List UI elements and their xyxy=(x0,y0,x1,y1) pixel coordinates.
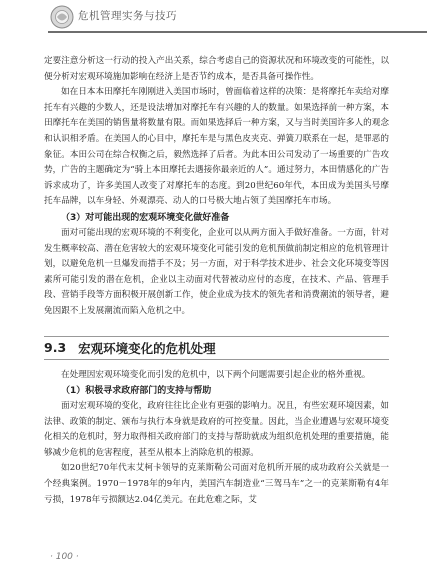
subheading-government: （1）积极寻求政府部门的支持与帮助 xyxy=(61,386,212,397)
paragraph-government: 面对宏观环境的变化，政府往往比企业有更强的影响力。况且，有些宏观环境因素，如法律、政策的制定、颁布与执行本身就是政府的可控变量。因此，当企业遭遇与宏观环境变化相关的危机时，努力取得相关政府部门的支持与帮助就成为组织危机处理的重要措施，能够减少危机的危害程度，甚至从根本上消除危机的根源。 xyxy=(44,401,389,458)
paragraph-honda-example: 如在日本本田摩托车刚刚进入美国市场时，曾面临着这样的决策：是将摩托车卖给对摩托车有兴趣的少数人，还是设法增加对摩托车有兴趣的人的数量。如果选择前一种方案，本田摩托车在美国的销售量将数量有限。而如果选择后一种方案，又与当时美国许多人的观念和认识相矛盾。在美国人的心目中，摩托车是与黑色皮夹克、弹簧刀联系在一起，是罪恶的象征。本田公司在综合权衡之后，毅然选择了后者。为此本田公司发动了一场重要的广告攻势，广告的主题确定为“骑上本田摩托去遇接你最亲近的人”。通过努力，本田情感化的广告诉求成功了，许多美国人改变了对摩托车的态度。到20世纪60年代，本田成为美国头号摩托车品牌，以车身轻、外观漂亮、动人的口号极大地占领了美国摩托车市场。 xyxy=(44,87,389,207)
subheading-prepare: （3）对可能出现的宏观环境变化做好准备 xyxy=(61,212,230,223)
section-heading xyxy=(44,336,389,360)
paragraph-section-intro: 在处理因宏观环境变化而引发的危机中，以下两个问题需要引起企业的格外重视。 xyxy=(61,369,371,380)
paragraph-prepare: 面对可能出现的宏观环境的不利变化，企业可以从两方面入手做好准备。一方面，针对发生概率较高、潜在危害较大的宏观环境变化可能引发的危机预做前制定相应的危机管理计划，以避免危机一旦爆发而措手不及；另一方面，对于科学技术进步、社会文化环境变等因素所可能引发的潜在危机，企业以主动面对代替被动应付的态度，在技术、产品、管理手段、营销手段等方面积极开展创新工作，使企业成为技术的领先者和消费潮流的领导者，避免因跟不上发展潮流而陷入危机之中。 xyxy=(44,227,389,316)
paragraph-continued: 定要注意分析这一行动的投入产出关系，综合考虑自己的资源状况和环境改变的可能性，以便分析对宏观环境施加影响在经济上是否节约成本，是否具备可操作性。 xyxy=(44,56,389,82)
page-number: · 100 · xyxy=(50,552,79,562)
paragraph-chrysler-example: 如20世纪70年代末艾柯卡领导的克莱斯勒公司面对危机所开展的成功政府公关就是一个经典案例。1970－1978年的9年内，美国汽车制造业“三驾马车”之一的克莱斯勒有4年亏损，1978年亏损额达2.04亿美元。在此危难之际，艾 xyxy=(44,463,389,505)
header-rule xyxy=(48,31,427,33)
book-logo-icon xyxy=(50,4,74,30)
section-number: 9.3 xyxy=(44,340,67,355)
section-title: 宏观环境变化的危机处理 xyxy=(78,340,216,356)
page-header xyxy=(0,0,427,44)
page-body xyxy=(44,54,389,508)
running-header-title: 危机管理实务与技巧 xyxy=(78,10,177,22)
